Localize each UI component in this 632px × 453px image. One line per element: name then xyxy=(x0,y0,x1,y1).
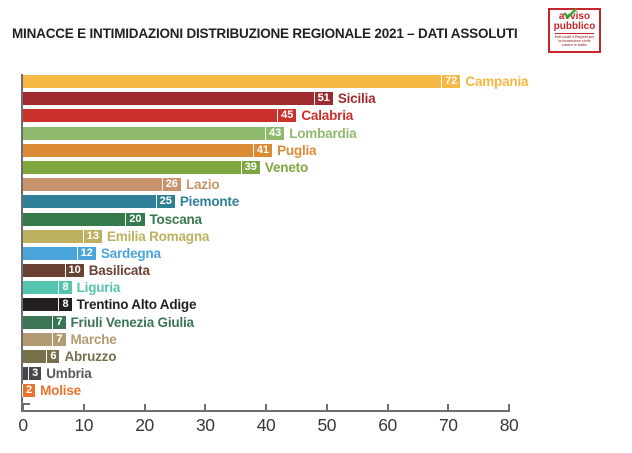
x-axis-tick xyxy=(144,404,146,411)
bar-row xyxy=(23,178,528,191)
bar-value: 12 xyxy=(77,247,95,260)
x-axis-tick-label: 30 xyxy=(196,415,215,435)
bar-label: Friuli Venezia Giulia xyxy=(70,314,194,330)
bar-chart xyxy=(18,74,541,453)
bar-label: Piemonte xyxy=(179,194,240,210)
bar-label: Umbria xyxy=(46,366,92,382)
bar-value: 2 xyxy=(22,384,34,397)
x-axis-tick-label: 0 xyxy=(18,415,28,435)
bar-label: Calabria xyxy=(301,108,354,124)
bar-row xyxy=(23,247,528,260)
x-axis-tick-label: 70 xyxy=(439,415,458,435)
bar-label: Molise xyxy=(40,383,81,399)
bar-row xyxy=(23,127,528,140)
bar-row xyxy=(23,298,528,311)
bar-value: 7 xyxy=(52,333,64,346)
bar-value: 26 xyxy=(162,178,180,191)
bar-label: Campania xyxy=(465,74,529,89)
bar-row xyxy=(23,195,528,208)
bar xyxy=(23,247,96,260)
x-axis-tick-label: 50 xyxy=(317,415,336,435)
bar-label: Basilicata xyxy=(88,263,150,279)
x-axis-tick-label: 80 xyxy=(499,415,519,435)
x-axis-tick xyxy=(447,404,449,411)
bar-value: 6 xyxy=(46,350,58,363)
bar-row xyxy=(23,316,528,329)
x-axis-tick-label: 10 xyxy=(74,415,93,435)
bar-value: 10 xyxy=(65,264,83,277)
bar-row xyxy=(23,350,528,363)
bar-label: Sardegna xyxy=(100,245,161,261)
bar xyxy=(23,230,102,243)
bar-row xyxy=(23,230,528,243)
bar-value: 51 xyxy=(314,92,332,105)
bar-value: 43 xyxy=(265,127,283,140)
logo-word-pubblico: pubblico xyxy=(553,21,596,32)
x-axis-tick xyxy=(387,404,389,411)
avviso-pubblico-logo xyxy=(548,8,601,53)
bar-row xyxy=(23,333,528,346)
bar-row xyxy=(23,75,528,88)
bar xyxy=(23,144,272,157)
x-axis-tick-label: 40 xyxy=(256,415,276,435)
bar-value: 72 xyxy=(441,75,459,88)
bar-label: Marche xyxy=(70,331,117,347)
bar-value: 7 xyxy=(52,316,64,329)
bar xyxy=(23,213,145,226)
bar-label: Puglia xyxy=(277,142,317,158)
bar xyxy=(23,75,460,88)
logo-tagline: Enti locali e Regioni per la formazione civile contro le mafie xyxy=(554,35,595,48)
bar-row xyxy=(23,92,528,105)
x-axis-tick xyxy=(326,404,328,411)
bar xyxy=(23,384,35,397)
bar-value: 3 xyxy=(28,367,40,380)
bar xyxy=(23,333,66,346)
bar-label: Veneto xyxy=(264,159,308,175)
bar-label: Toscana xyxy=(149,211,202,227)
bar-label: Liguria xyxy=(76,280,121,296)
bar xyxy=(23,281,72,294)
x-axis-tick xyxy=(22,404,24,411)
bar-value: 25 xyxy=(156,195,174,208)
bar xyxy=(23,109,296,122)
bars-container xyxy=(23,75,528,402)
bar-value: 8 xyxy=(58,298,70,311)
bar xyxy=(23,367,41,380)
bar-row xyxy=(23,109,528,122)
bar-row xyxy=(23,281,528,294)
bar-row xyxy=(23,264,528,277)
x-axis-tick-label: 20 xyxy=(135,415,154,435)
bar-value: 20 xyxy=(125,213,143,226)
bar-value: 41 xyxy=(253,144,271,157)
bar-value: 39 xyxy=(241,161,259,174)
green-check-icon xyxy=(563,8,577,19)
bar-label: Abruzzo xyxy=(64,349,117,364)
x-axis-tick xyxy=(83,404,85,411)
bar-row xyxy=(23,144,528,157)
bar xyxy=(23,92,333,105)
bar-row xyxy=(23,213,528,226)
logo-word-avviso: avviso xyxy=(550,12,599,22)
bar xyxy=(23,127,284,140)
bar-row xyxy=(23,367,528,380)
x-axis-tick xyxy=(265,404,267,411)
bar-label: Lazio xyxy=(185,177,220,193)
bar-label: Sicilia xyxy=(337,91,376,107)
bar xyxy=(23,161,260,174)
bar-value: 8 xyxy=(58,281,70,294)
x-axis-tick xyxy=(508,404,510,411)
bar-label: Trentino Alto Adige xyxy=(76,297,197,313)
chart-title: MINACCE E INTIMIDAZIONI DISTRIBUZIONE REGIONALE 2021 – DATI ASSOLUTI xyxy=(12,26,518,41)
bar-label: Lombardia xyxy=(289,125,357,141)
bar xyxy=(23,264,84,277)
bar-value: 13 xyxy=(83,230,101,243)
bar-value: 45 xyxy=(277,109,295,122)
bar xyxy=(23,350,59,363)
bar-row xyxy=(23,161,528,174)
x-axis-tick xyxy=(204,404,206,411)
x-axis-tick-label: 60 xyxy=(378,415,397,435)
bar xyxy=(23,195,175,208)
bar-label: Emilia Romagna xyxy=(106,228,210,244)
bar xyxy=(23,178,181,191)
bar-row xyxy=(23,384,528,397)
bar xyxy=(23,316,66,329)
logo-divider xyxy=(555,33,594,34)
bar xyxy=(23,298,72,311)
